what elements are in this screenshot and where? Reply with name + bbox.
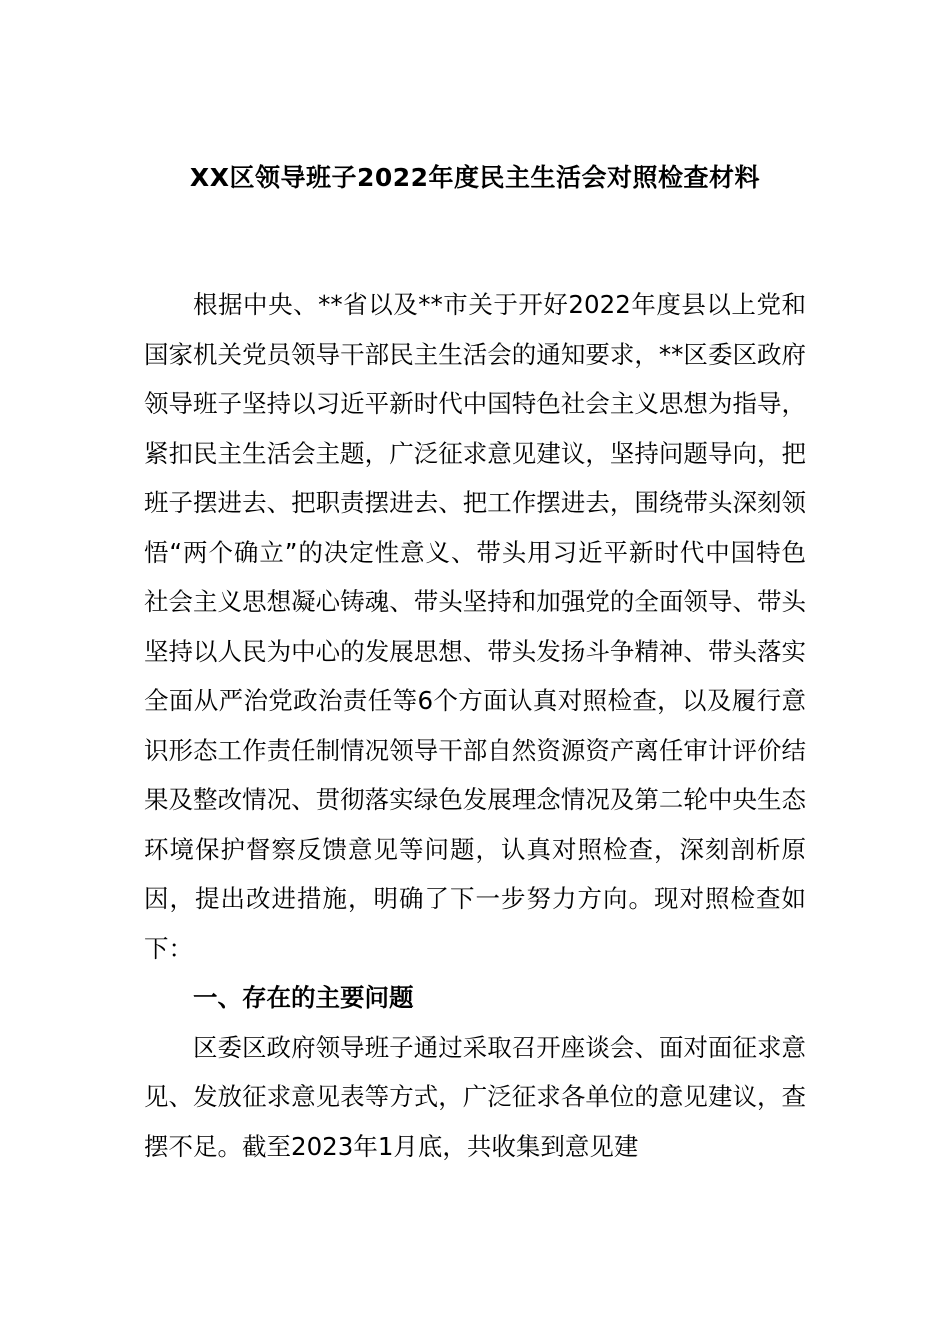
intro-paragraph: 根据中央、**省以及**市关于开好2022年度县以上党和国家机关党员领导干部民主生活会的通知要求，**区委区政府领导班子坚持以习近平新时代中国特色社会主义思想为指导，紧扣民主生活会主题，广泛征求意见建议，坚持问题导向，把班子摆进去、把职责摆进去、把工作摆进去，围绕带头深刻领悟“两个确立”的决定性意义、带头用习近平新时代中国特色社会主义思想凝心铸魂、带头坚持和加强党的全面领导、带头坚持以人民为中心的发展思想、带头发扬斗争精神、带头落实全面从严治党政治责任等6个方面认真对照检查，以及履行意识形态工作责任制情况领导干部自然资源资产离任审计评价结果及整改情况、贯彻落实绿色发展理念情况及第二轮中央生态环境保护督察反馈意见等问题，认真对照检查，深刻剖析原因，提出改进措施，明确了下一步努力方向。现对照检查如下： — [144, 290, 806, 963]
section-paragraph: 区委区政府领导班子通过采取召开座谈会、面对面征求意见、发放征求意见表等方式，广泛征求各单位的意见建议，查摆不足。截至2023年1月底，共收集到意见建 — [144, 1032, 806, 1161]
document-title: XX区领导班子2022年度民主生活会对照检查材料 — [189, 163, 761, 192]
document-body — [144, 280, 806, 1171]
section-heading: 一、存在的主要问题 — [193, 983, 414, 1012]
